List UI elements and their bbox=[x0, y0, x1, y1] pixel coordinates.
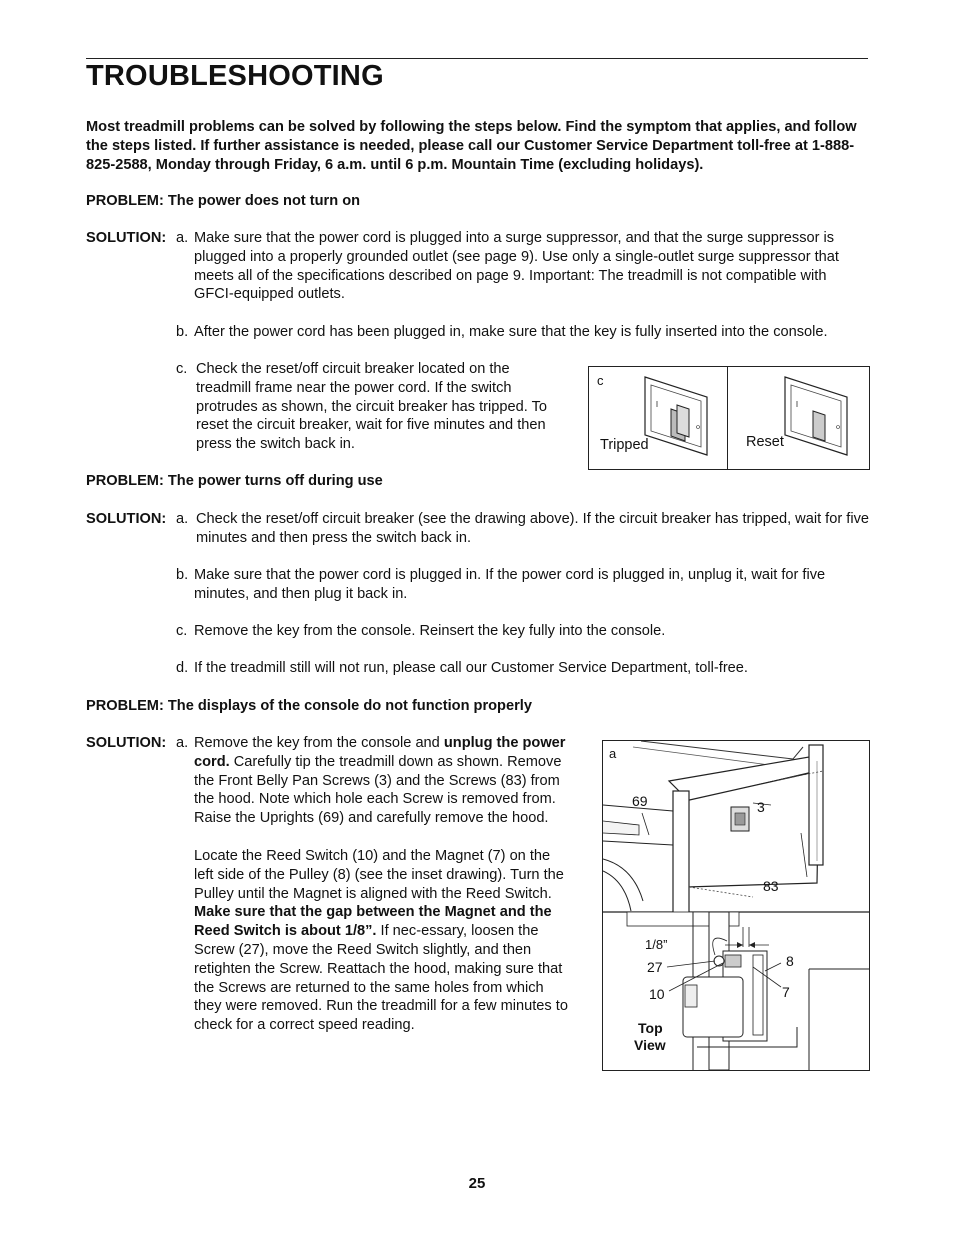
bold-run: unplug the power cord. bbox=[194, 735, 566, 770]
problem-heading-1: PROBLEM: The power does not turn on bbox=[86, 193, 361, 209]
step-text: Check the reset/off circuit breaker (see the drawing above). If the circuit breaker has tripped, wait for five minutes and then press the switch back in. bbox=[196, 511, 869, 546]
step-text: Make sure that the power cord is plugged into a surge suppressor, and that the surge suppressor is plugged into a properly grounded outlet (see page 9). Use only a single-outlet surge suppressor that meets all of the specifications described on page 9. Important: The treadmill is not compatible with GFCI-equipped outlets. bbox=[194, 230, 839, 303]
tripped-label: Tripped bbox=[600, 437, 649, 453]
callout-pulley: 8 bbox=[786, 953, 794, 969]
solution-label-2: SOLUTION: bbox=[86, 511, 167, 527]
solution-label-1: SOLUTION: bbox=[86, 230, 167, 246]
text-run: If nec-essary, loosen the Screw (27), move the Reed Switch slightly, and then retighten the Screw. Reattach the hood, making sure that the Screws are returned to the same holes from which they were removed. Run the treadmill for a few minutes to check for a correct speed reading. bbox=[194, 923, 568, 1034]
problem-heading-3: PROBLEM: The displays of the console do not function properly bbox=[86, 698, 532, 714]
solution-step-2a bbox=[176, 510, 870, 548]
callout-hood-screws: 83 bbox=[763, 878, 779, 894]
step-marker: d. bbox=[176, 660, 189, 676]
tripped-breaker-drawing bbox=[641, 375, 711, 457]
text-run: Carefully tip the treadmill down as shown. Remove the Front Belly Pan Screws (3) and the Screws (83) from the hood. Note which hole each Screw is removed from. Raise the Uprights (69) and carefully remove the hood. bbox=[194, 753, 562, 827]
solution-label-3: SOLUTION: bbox=[86, 735, 167, 751]
step-marker: c. bbox=[176, 361, 188, 377]
intro-paragraph: Most treadmill problems can be solved by following the steps below. Find the symptom that applies, and follow the steps listed. If further assistance is needed, please call our Customer Service Department toll-free at 1-888-825-2588, Monday through Friday, 6 a.m. until 6 p.m. Mountain Time (excluding holidays). bbox=[86, 119, 857, 173]
callout-reed-switch: 10 bbox=[649, 986, 665, 1002]
solution-step-3a bbox=[176, 734, 570, 1035]
step-paragraph-2 bbox=[176, 847, 570, 1035]
callout-magnet: 7 bbox=[782, 984, 790, 1000]
solution-step-1a bbox=[176, 229, 866, 304]
problem-heading-2: PROBLEM: The power turns off during use bbox=[86, 473, 383, 489]
step-marker: b. bbox=[176, 324, 189, 340]
solution-step-1c bbox=[176, 360, 556, 454]
inset-label-view: View bbox=[634, 1037, 666, 1053]
hood-removal-figure bbox=[602, 740, 870, 1071]
step-text: Remove the key from the console. Reinsert the key fully into the console. bbox=[194, 623, 666, 639]
callout-belly-pan-screws: 3 bbox=[757, 799, 765, 815]
step-marker: b. bbox=[176, 567, 189, 583]
page-number: 25 bbox=[468, 1175, 486, 1192]
step-text: If the treadmill still will not run, please call our Customer Service Department, toll-free. bbox=[194, 660, 748, 676]
circuit-breaker-figure bbox=[588, 366, 870, 470]
text-run: Remove the key from the console and bbox=[194, 735, 444, 751]
solution-step-2d bbox=[176, 659, 870, 678]
header-rule bbox=[86, 58, 868, 59]
step-marker: c. bbox=[176, 623, 188, 639]
callout-gap: 1/8” bbox=[645, 937, 668, 952]
figure-letter: c bbox=[597, 373, 604, 388]
figure-letter: a bbox=[609, 746, 617, 761]
step-text: Make sure that the power cord is plugged in. If the power cord is plugged in, unplug it, wait for five minutes, and then plug it back in. bbox=[194, 567, 826, 602]
reset-breaker-drawing bbox=[781, 375, 851, 457]
solution-step-2b bbox=[176, 566, 870, 604]
step-text: After the power cord has been plugged in, make sure that the key is fully inserted into the console. bbox=[194, 324, 828, 340]
reset-label: Reset bbox=[746, 434, 784, 450]
step-text: Check the reset/off circuit breaker located on the treadmill frame near the power cord. If the switch protrudes as shown, the circuit breaker has tripped. To reset the circuit breaker, wait for five minutes and then press the switch back in. bbox=[196, 361, 547, 453]
page-title: TROUBLESHOOTING bbox=[86, 60, 384, 92]
callout-uprights: 69 bbox=[632, 793, 648, 809]
step-marker: a. bbox=[176, 735, 189, 751]
inset-label-top: Top bbox=[638, 1020, 663, 1036]
callout-screw: 27 bbox=[647, 959, 663, 975]
bold-run: Make sure that the gap between the Magnet and the Reed Switch is about 1/8”. bbox=[194, 904, 552, 940]
step-paragraph-1 bbox=[176, 734, 570, 828]
figure-divider bbox=[727, 367, 728, 469]
text-run: Locate the Reed Switch (10) and the Magnet (7) on the left side of the Pulley (8) (see the inset drawing). Turn the Pulley until the Magnet is aligned with the Reed Switch. bbox=[194, 847, 564, 902]
solution-step-1b bbox=[176, 323, 876, 342]
solution-step-2c bbox=[176, 622, 870, 641]
step-marker: a. bbox=[176, 511, 189, 527]
step-marker: a. bbox=[176, 230, 189, 246]
